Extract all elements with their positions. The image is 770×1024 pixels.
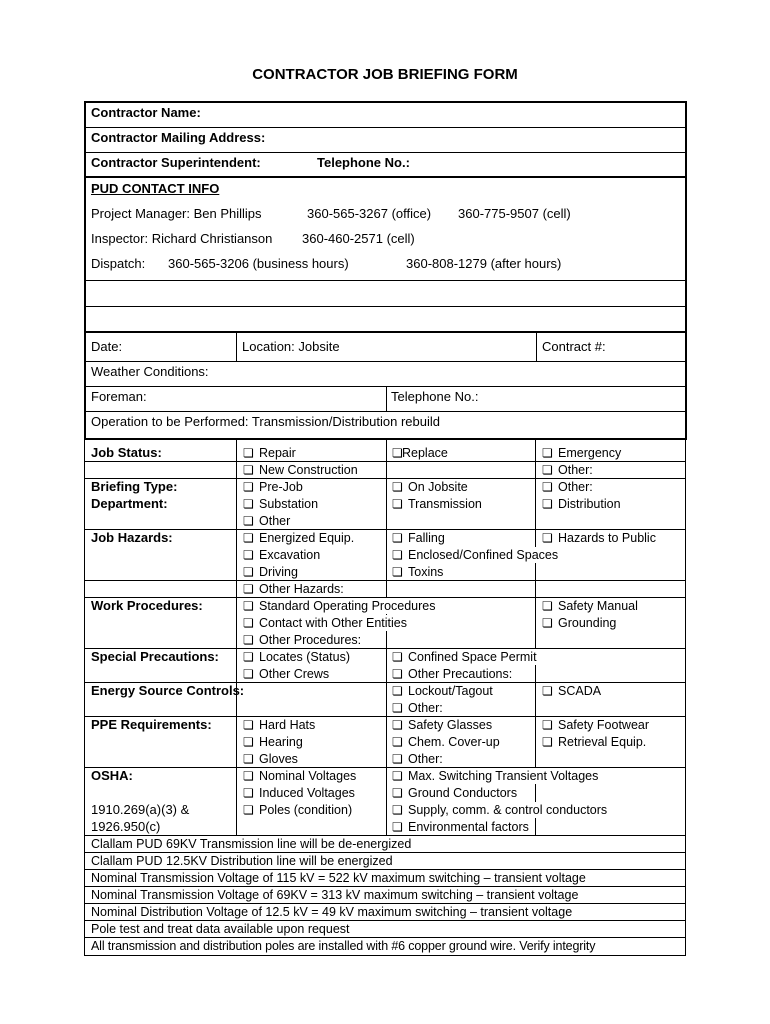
checkbox-icon: ❏: [243, 718, 254, 732]
option-safety-manual[interactable]: [542, 598, 638, 614]
option-lockout[interactable]: [392, 683, 493, 699]
option-energized-equip[interactable]: [243, 530, 354, 546]
checkbox-icon: ❏: [243, 514, 254, 528]
dispatch-business: 360-565-3206 (business hours): [168, 256, 349, 271]
checkbox-icon: ❏: [392, 735, 403, 749]
option-label: Energized Equip.: [259, 531, 355, 545]
row-divider: [86, 176, 685, 178]
checkbox-icon: ❏: [392, 718, 403, 732]
row-divider: [86, 280, 685, 281]
checkbox-icon: ❏: [243, 599, 254, 613]
checkbox-icon: ❏: [243, 752, 254, 766]
option-repair[interactable]: [243, 445, 296, 461]
option-contact-entities[interactable]: [243, 615, 411, 631]
option-distribution[interactable]: [542, 496, 621, 512]
option-label: Other Crews: [259, 667, 330, 681]
option-label: Transmission: [408, 497, 482, 511]
osha-label: OSHA:: [91, 768, 133, 783]
work-procedures-label: Work Procedures:: [91, 598, 203, 613]
box-bottom-border: [85, 955, 686, 956]
operation-label: Operation to be Performed: Transmission/Distribution rebuild: [91, 414, 440, 429]
checkbox-icon: ❏: [392, 701, 403, 715]
option-safety-glasses[interactable]: [392, 717, 492, 733]
col-divider: [536, 333, 537, 361]
checkbox-icon: ❏: [542, 735, 553, 749]
option-replace[interactable]: [392, 445, 448, 461]
checkbox-icon: ❏: [392, 497, 403, 511]
date-label: Date:: [91, 339, 123, 354]
option-other-department[interactable]: [243, 513, 290, 529]
note-line: All transmission and distribution poles are installed with #6 copper ground wire. Verify integrity: [91, 939, 596, 953]
box-right-border: [685, 333, 687, 439]
checkbox-icon: ❏: [243, 463, 254, 477]
option-label: Falling: [408, 531, 445, 545]
option-other-status[interactable]: [542, 462, 593, 478]
option-new-construction[interactable]: [243, 462, 358, 478]
checkbox-icon: ❏: [243, 446, 254, 460]
note-line: Pole test and treat data available upon request: [91, 922, 350, 936]
checkbox-icon: ❏: [542, 531, 553, 545]
col-divider: [236, 440, 237, 836]
option-gloves[interactable]: [243, 751, 298, 767]
option-label: SCADA: [558, 684, 602, 698]
option-chem-coverup[interactable]: [392, 734, 500, 750]
checkbox-icon: ❏: [243, 531, 254, 545]
box-right-border: [685, 440, 686, 956]
row-divider: [85, 580, 685, 581]
note-line: Nominal Distribution Voltage of 12.5 kV = 49 kV maximum switching – transient voltage: [91, 905, 573, 919]
job-hazards-label: Job Hazards:: [91, 530, 173, 545]
checkbox-icon: ❏: [392, 480, 403, 494]
option-substation[interactable]: [243, 496, 318, 512]
option-label: Excavation: [259, 548, 321, 562]
option-label: Other:: [408, 701, 443, 715]
option-label: Other Procedures:: [259, 633, 362, 647]
dispatch-after: 360-808-1279 (after hours): [406, 256, 562, 271]
checkbox-icon: ❏: [392, 820, 403, 834]
ppe-label: PPE Requirements:: [91, 717, 212, 732]
checkbox-icon: ❏: [392, 548, 403, 562]
contractor-name-label: Contractor Name:: [91, 105, 201, 120]
option-label: Toxins: [408, 565, 444, 579]
foreman-label: Foreman:: [91, 389, 147, 404]
checkbox-icon: ❏: [542, 446, 553, 460]
option-label: Environmental factors: [408, 820, 529, 834]
option-emergency[interactable]: [542, 445, 621, 461]
option-locates[interactable]: [243, 649, 350, 665]
col-divider: [236, 333, 237, 361]
option-label: Standard Operating Procedures: [259, 599, 436, 613]
option-label: Locates (Status): [259, 650, 351, 664]
option-label: Hard Hats: [259, 718, 316, 732]
option-falling[interactable]: [392, 530, 445, 546]
option-scada[interactable]: [542, 683, 601, 699]
checkbox-icon: ❏: [243, 667, 254, 681]
option-label: Other:: [558, 480, 593, 494]
option-hazards-public[interactable]: [542, 530, 656, 546]
option-hearing[interactable]: [243, 734, 303, 750]
option-on-jobsite[interactable]: [392, 479, 468, 495]
option-label: On Jobsite: [408, 480, 468, 494]
option-label: Hearing: [259, 735, 303, 749]
osha-ref-2: 1926.950(c): [91, 819, 161, 834]
row-divider: [85, 461, 685, 462]
option-label: Poles (condition): [259, 803, 353, 817]
checkbox-icon: ❏: [243, 582, 254, 596]
option-label: Retrieval Equip.: [558, 735, 647, 749]
option-label: Replace: [402, 446, 448, 460]
col-divider: [386, 440, 387, 836]
checkbox-icon: ❏: [243, 633, 254, 647]
option-label: Safety Manual: [558, 599, 638, 613]
checkbox-icon: ❏: [392, 667, 403, 681]
project-manager: Project Manager: Ben Phillips: [91, 206, 262, 221]
checkbox-icon: ❏: [392, 769, 403, 783]
form-title: CONTRACTOR JOB BRIEFING FORM: [252, 66, 518, 83]
checkbox-icon: ❏: [392, 446, 403, 460]
option-other-energy[interactable]: [392, 700, 443, 716]
option-label: Other: [259, 514, 291, 528]
option-ground-conductors[interactable]: [392, 785, 517, 801]
option-confined-spaces[interactable]: [392, 547, 562, 563]
option-label: Supply, comm. & control conductors: [408, 803, 608, 817]
option-hard-hats[interactable]: [243, 717, 315, 733]
checkbox-icon: ❏: [392, 650, 403, 664]
checkbox-icon: ❏: [542, 480, 553, 494]
option-label: Max. Switching Transient Voltages: [408, 769, 599, 783]
checkbox-icon: ❏: [542, 718, 553, 732]
option-other-precautions[interactable]: [392, 666, 512, 682]
row-divider: [86, 361, 685, 362]
briefing-type-label: Briefing Type:: [91, 479, 178, 494]
note-line: Clallam PUD 12.5KV Distribution line will be energized: [91, 854, 393, 868]
checkbox-icon: ❏: [392, 786, 403, 800]
box-right-border: [685, 101, 687, 332]
telephone-label: Telephone No.:: [391, 389, 479, 404]
option-label: Confined Space Permit: [408, 650, 537, 664]
dispatch-label: Dispatch:: [91, 256, 146, 271]
option-label: Other Hazards:: [259, 582, 344, 596]
checkbox-icon: ❏: [392, 565, 403, 579]
checkbox-icon: ❏: [392, 531, 403, 545]
option-retrieval-equip[interactable]: [542, 734, 646, 750]
checkbox-icon: ❏: [243, 650, 254, 664]
checkbox-icon: ❏: [542, 463, 553, 477]
contractor-superintendent-label: Contractor Superintendent:: [91, 155, 261, 170]
option-label: Repair: [259, 446, 296, 460]
row-divider: [86, 306, 685, 307]
option-environmental[interactable]: [392, 819, 529, 835]
option-label: New Construction: [259, 463, 358, 477]
option-induced-voltages[interactable]: [243, 785, 355, 801]
contract-label: Contract #:: [542, 339, 606, 354]
checkbox-icon: ❏: [243, 786, 254, 800]
option-label: Pre-Job: [259, 480, 303, 494]
checkbox-icon: ❏: [243, 565, 254, 579]
option-label: Other:: [558, 463, 593, 477]
box-left-border: [84, 101, 86, 332]
contractor-telephone-label: Telephone No.:: [317, 155, 410, 170]
option-label: Safety Footwear: [558, 718, 650, 732]
row-divider: [86, 411, 685, 412]
checkbox-icon: ❏: [392, 684, 403, 698]
checkbox-icon: ❏: [243, 497, 254, 511]
row-divider: [86, 127, 685, 128]
option-label: Safety Glasses: [408, 718, 493, 732]
option-excavation[interactable]: [243, 547, 320, 563]
pm-cell-phone: 360-775-9507 (cell): [458, 206, 571, 221]
inspector: Inspector: Richard Christianson: [91, 231, 273, 246]
option-supply-conductors[interactable]: [392, 802, 611, 818]
inspector-cell: 360-460-2571 (cell): [302, 231, 415, 246]
pm-office-phone: 360-565-3267 (office): [307, 206, 432, 221]
option-other-hazards[interactable]: [243, 581, 344, 597]
checkbox-icon: ❏: [243, 480, 254, 494]
osha-ref-1: 1910.269(a)(3) &: [91, 802, 190, 817]
energy-source-label: Energy Source Controls:: [91, 683, 245, 698]
option-other-briefing[interactable]: [542, 479, 593, 495]
note-line: Nominal Transmission Voltage of 69KV = 313 kV maximum switching – transient voltage: [91, 888, 579, 902]
department-label: Department:: [91, 496, 168, 511]
option-sop[interactable]: [243, 598, 440, 614]
option-label: Nominal Voltages: [259, 769, 357, 783]
col-divider: [386, 386, 387, 411]
job-status-label: Job Status:: [91, 445, 162, 460]
option-label: Induced Voltages: [259, 786, 355, 800]
option-label: Grounding: [558, 616, 617, 630]
option-transmission[interactable]: [392, 496, 482, 512]
location-label: Location: Jobsite: [242, 339, 340, 354]
checkbox-icon: ❏: [392, 752, 403, 766]
checkbox-icon: ❏: [243, 616, 254, 630]
option-label: Ground Conductors: [408, 786, 518, 800]
checkbox-icon: ❏: [542, 616, 553, 630]
weather-label: Weather Conditions:: [91, 364, 209, 379]
option-label: Driving: [259, 565, 298, 579]
option-label: Other Precautions:: [408, 667, 513, 681]
option-label: Substation: [259, 497, 319, 511]
checkbox-icon: ❏: [392, 803, 403, 817]
option-pre-job[interactable]: [243, 479, 303, 495]
note-line: Nominal Transmission Voltage of 115 kV = 522 kV maximum switching – transient voltage: [91, 871, 586, 885]
option-other-crews[interactable]: [243, 666, 329, 682]
box-left-border: [84, 440, 85, 956]
checkbox-icon: ❏: [243, 803, 254, 817]
option-toxins[interactable]: [392, 564, 443, 580]
option-label: Other:: [408, 752, 443, 766]
checkbox-icon: ❏: [243, 769, 254, 783]
row-divider: [84, 331, 687, 333]
option-label: Distribution: [558, 497, 621, 511]
option-poles-condition[interactable]: [243, 802, 352, 818]
contractor-mailing-label: Contractor Mailing Address:: [91, 130, 266, 145]
option-label: Emergency: [558, 446, 622, 460]
option-label: Lockout/Tagout: [408, 684, 493, 698]
option-label: Gloves: [259, 752, 298, 766]
option-label: Enclosed/Confined Spaces: [408, 548, 559, 562]
option-max-switching[interactable]: [392, 768, 602, 784]
checkbox-icon: ❏: [542, 684, 553, 698]
option-other-ppe[interactable]: [392, 751, 443, 767]
row-divider: [86, 152, 685, 153]
checkbox-icon: ❏: [542, 497, 553, 511]
option-label: Hazards to Public: [558, 531, 656, 545]
note-line: Clallam PUD 69KV Transmission line will be de-energized: [91, 837, 412, 851]
option-other-procedures[interactable]: [243, 632, 361, 648]
option-driving[interactable]: [243, 564, 298, 580]
option-nominal-voltages[interactable]: [243, 768, 356, 784]
special-precautions-label: Special Precautions:: [91, 649, 219, 664]
checkbox-icon: ❏: [542, 599, 553, 613]
option-confined-permit[interactable]: [392, 649, 541, 665]
option-grounding[interactable]: [542, 615, 616, 631]
checkbox-icon: ❏: [243, 735, 254, 749]
option-safety-footwear[interactable]: [542, 717, 649, 733]
box-top-border: [84, 101, 687, 103]
pud-contact-heading: PUD CONTACT INFO: [91, 181, 220, 196]
option-label: Contact with Other Entities: [259, 616, 407, 630]
checkbox-icon: ❏: [243, 548, 254, 562]
option-label: Chem. Cover-up: [408, 735, 500, 749]
